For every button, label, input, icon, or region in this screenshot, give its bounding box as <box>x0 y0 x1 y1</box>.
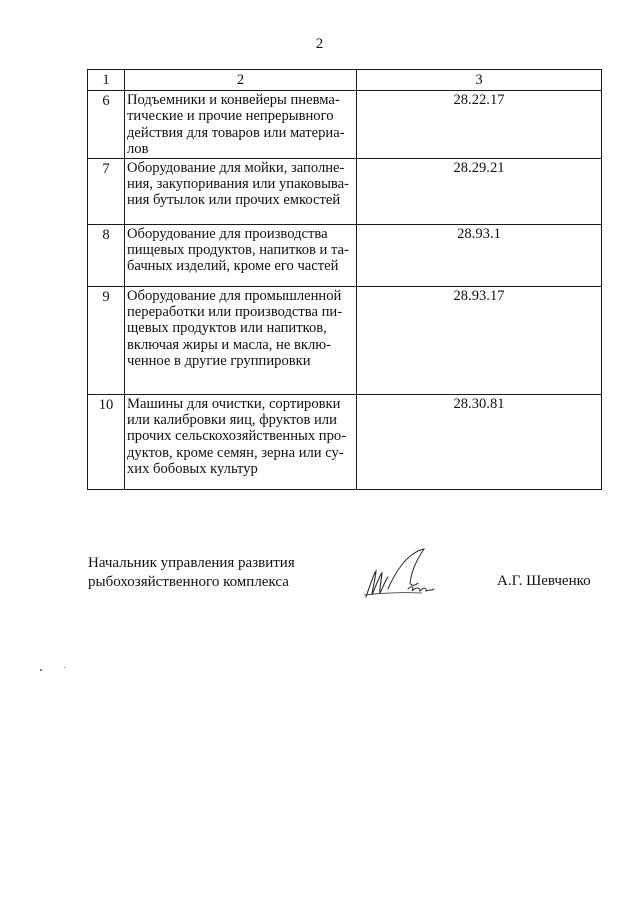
description-line: хих бобовых культур <box>127 461 258 478</box>
row-code: 28.30.81 <box>357 394 602 489</box>
description-line: Подъемники и конвейеры пневма- <box>127 92 340 108</box>
table-row <box>88 91 602 159</box>
description-line: Оборудование для промышленной <box>127 287 342 304</box>
equipment-table <box>87 69 602 490</box>
description-line: действия для товаров или материа- <box>127 124 345 141</box>
scan-dot <box>40 669 42 671</box>
row-code: 28.29.21 <box>357 158 602 224</box>
row-number: 9 <box>88 286 125 394</box>
column-header-2: 2 <box>125 70 357 91</box>
scan-dot <box>64 667 65 668</box>
description-line: Оборудование для производства <box>127 225 328 242</box>
description-line: ния бутылок или прочих емкостей <box>127 192 341 209</box>
description-line: ния, закупоривания или упаковыва- <box>127 176 349 193</box>
handwritten-signature <box>360 545 440 605</box>
description-line: бачных изделий, кроме его частей <box>127 258 339 275</box>
row-description <box>125 394 357 489</box>
description-line: щевых продуктов или напитков, <box>127 320 327 337</box>
row-number: 7 <box>88 158 125 224</box>
description-line: дуктов, кроме семян, зерна или су- <box>127 444 344 461</box>
description-line: включая жиры и масла, не вклю- <box>127 336 331 353</box>
table-row <box>88 224 602 286</box>
table-row <box>88 286 602 394</box>
row-code: 28.93.17 <box>357 286 602 394</box>
row-description <box>125 91 357 159</box>
description-line: пищевых продуктов, напитков и та- <box>127 242 349 259</box>
description-line: тические и прочие непрерывного <box>127 108 334 125</box>
row-code: 28.93.1 <box>357 224 602 286</box>
signer-title <box>88 554 295 592</box>
table-row <box>88 158 602 224</box>
column-header-3: 3 <box>357 70 602 91</box>
row-description <box>125 224 357 286</box>
row-number: 8 <box>88 224 125 286</box>
row-code: 28.22.17 <box>357 91 602 159</box>
row-description <box>125 286 357 394</box>
description-line: или калибровки яиц, фруктов или <box>127 412 337 429</box>
signer-name: А.Г. Шевченко <box>497 573 591 589</box>
description-line: лов <box>127 141 149 158</box>
signer-title-line-2: рыбохозяйственного комплекса <box>88 574 289 590</box>
table-header-row <box>88 70 602 91</box>
description-line: Оборудование для мойки, заполне- <box>127 159 345 176</box>
page-number: 2 <box>315 36 324 52</box>
description-line: ченное в другие группировки <box>127 353 311 370</box>
description-line: прочих сельскохозяйственных про- <box>127 428 347 445</box>
description-line: переработки или производства пи- <box>127 304 343 321</box>
table-row <box>88 394 602 489</box>
row-number: 10 <box>88 394 125 489</box>
row-number: 6 <box>88 91 125 159</box>
description-line: Машины для очистки, сортировки <box>127 395 341 412</box>
row-description <box>125 158 357 224</box>
signer-title-line-1: Начальник управления развития <box>88 555 295 571</box>
column-header-1: 1 <box>88 70 125 91</box>
